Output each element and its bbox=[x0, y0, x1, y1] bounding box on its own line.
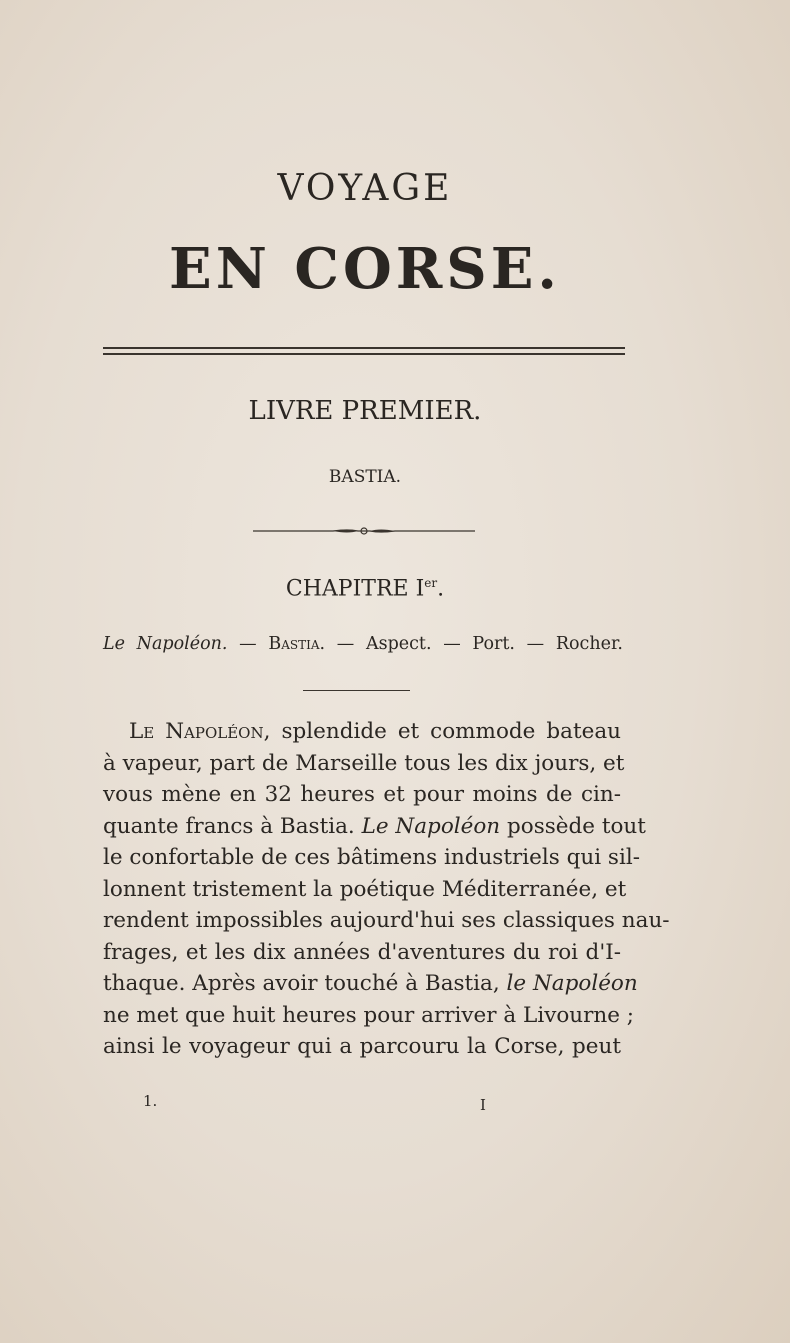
text-segment: quante francs à Bastia. bbox=[103, 813, 362, 839]
ornament-divider bbox=[253, 526, 475, 536]
text-segment: ainsi le voyageur qui a parcouru la Corse, peut bbox=[103, 1034, 621, 1059]
text-line bbox=[103, 811, 646, 843]
body-text bbox=[103, 716, 670, 1063]
text-segment: — bbox=[227, 634, 269, 654]
text-line bbox=[103, 1000, 635, 1032]
title-line-2: EN CORSE. bbox=[169, 236, 561, 302]
signature-mark: 1. bbox=[143, 1092, 158, 1110]
text-segment: frages, et les dix années d'aventures du roi d'I- bbox=[103, 939, 621, 965]
text-segment: ne met que huit heures pour arriver à Livourne ; bbox=[103, 1002, 635, 1028]
text-line bbox=[103, 905, 670, 937]
text-segment: Bastia. bbox=[268, 634, 326, 654]
text-line bbox=[103, 968, 638, 1000]
text-segment: rendent impossibles aujourd'hui ses classiques nau- bbox=[103, 908, 670, 933]
text-segment: , splendide et commode bateau bbox=[263, 719, 621, 744]
text-line bbox=[103, 779, 621, 811]
text-line bbox=[103, 937, 621, 969]
chapter-ordinal: er bbox=[424, 576, 438, 590]
text-segment: possède tout bbox=[500, 813, 646, 839]
chapter-summary bbox=[103, 634, 623, 654]
text-segment: vous mène en 32 heures et pour moins de cin- bbox=[103, 782, 621, 807]
text-line bbox=[103, 874, 627, 906]
text-segment: Le Napoléon. bbox=[103, 634, 228, 654]
text-segment: Le Napoléon bbox=[361, 813, 501, 839]
chapter-heading bbox=[0, 576, 730, 601]
page-number: I bbox=[480, 1096, 486, 1114]
book-subtitle: BASTIA. bbox=[328, 467, 402, 487]
chapter-label: CHAPITRE I bbox=[285, 576, 425, 602]
title-line-1: VOYAGE bbox=[277, 168, 453, 209]
text-segment: à vapeur, part de Marseille tous les dix jours, et bbox=[103, 750, 625, 776]
text-segment: le Napoléon bbox=[506, 971, 638, 996]
book-heading: LIVRE PREMIER. bbox=[248, 396, 482, 426]
text-segment: le confortable de ces bâtimens industriels qui sil- bbox=[103, 845, 640, 870]
text-line bbox=[103, 748, 625, 780]
text-segment: thaque. Après avoir touché à Bastia, bbox=[103, 971, 507, 996]
text-segment: Le Napoléon bbox=[129, 719, 264, 744]
double-rule-divider bbox=[103, 347, 625, 355]
short-rule-divider bbox=[303, 690, 410, 691]
chapter-period: . bbox=[437, 576, 445, 602]
text-line bbox=[103, 716, 621, 748]
text-segment: lonnent tristement la poétique Méditerranée, et bbox=[103, 876, 627, 902]
text-segment: — Aspect. — Port. — Rocher. bbox=[325, 634, 623, 654]
text-line bbox=[103, 842, 640, 874]
text-line bbox=[103, 1031, 621, 1063]
